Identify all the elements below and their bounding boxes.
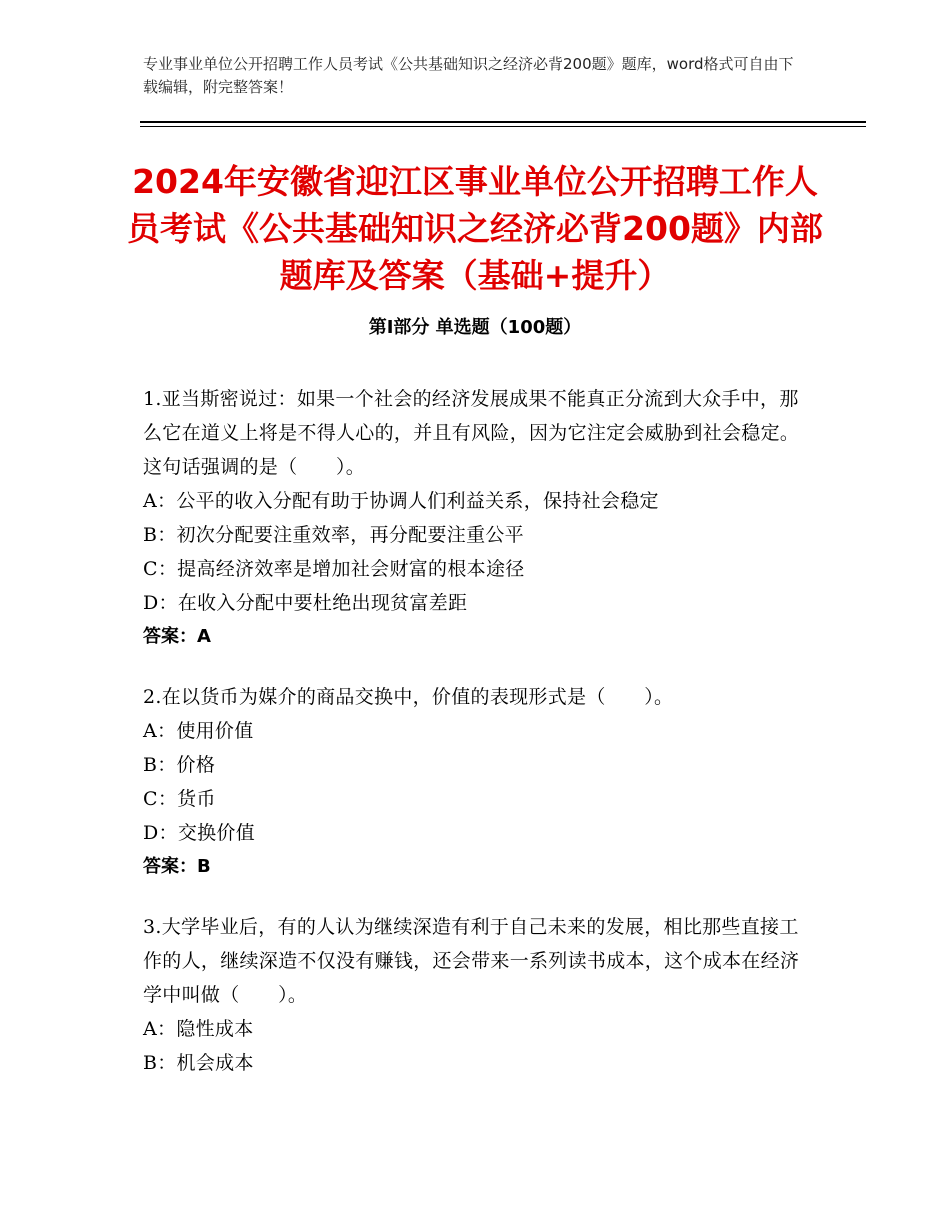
option-b: B：机会成本 xyxy=(143,1052,254,1074)
option-c: C：货币 xyxy=(143,788,216,810)
option-a: A：公平的收入分配有助于协调人们利益关系，保持社会稳定 xyxy=(143,490,659,512)
header-rule-thin xyxy=(140,126,866,127)
option-a: A：隐性成本 xyxy=(143,1018,254,1040)
header-note: 专业事业单位公开招聘工作人员考试《公共基础知识之经济必背200题》题库，word格式可自由下载编辑，附完整答案！ xyxy=(143,55,794,96)
answer: 答案：A xyxy=(143,626,211,647)
question-stem: 2.在以货币为媒介的商品交换中，价值的表现形式是（ ）。 xyxy=(143,686,674,708)
option-d: D：在收入分配中要杜绝出现贫富差距 xyxy=(143,592,468,614)
option-b: B：价格 xyxy=(143,754,216,776)
question-stem: 1.亚当斯密说过：如果一个社会的经济发展成果不能真正分流到大众手中，那么它在道义上将是不得人心的，并且有风险，因为它注定会威胁到社会稳定。这句话强调的是（ ）。 xyxy=(143,388,800,478)
option-b: B：初次分配要注重效率，再分配要注重公平 xyxy=(143,524,524,546)
question-1 xyxy=(143,382,803,654)
option-c: C：提高经济效率是增加社会财富的根本途径 xyxy=(143,558,525,580)
document-title: 2024年安徽省迎江区事业单位公开招聘工作人员考试《公共基础知识之经济必背200题》内部题库及答案（基础+提升） xyxy=(127,162,823,295)
option-d: D：交换价值 xyxy=(143,822,256,844)
question-2 xyxy=(143,680,803,884)
option-a: A：使用价值 xyxy=(143,720,254,742)
answer: 答案：B xyxy=(143,856,211,877)
header-rule-thick xyxy=(140,121,866,123)
question-stem: 3.大学毕业后，有的人认为继续深造有利于自己未来的发展，相比那些直接工作的人，继续深造不仅没有赚钱，还会带来一系列读书成本，这个成本在经济学中叫做（ ）。 xyxy=(143,916,800,1006)
question-3 xyxy=(143,910,803,1080)
section-heading: 第Ⅰ部分 单选题（100题） xyxy=(368,317,582,338)
question-list xyxy=(143,382,803,1106)
